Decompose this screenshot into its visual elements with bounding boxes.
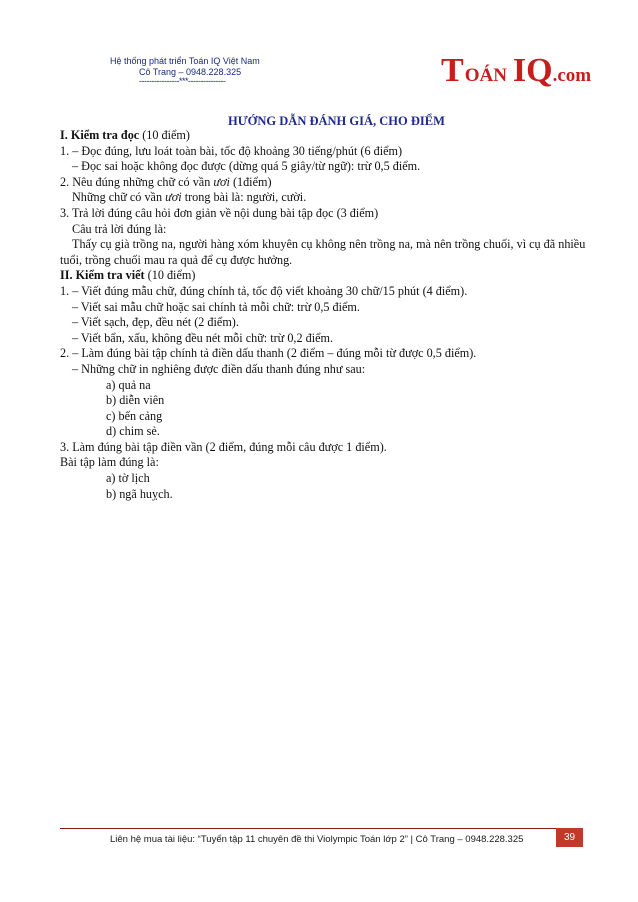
logo-t: T xyxy=(441,52,464,89)
s1-item-2-sub-b: trong bài là: người, cười. xyxy=(181,190,307,205)
s1-item-2-sub-vowel: ươi xyxy=(165,190,182,205)
s2-item-1-sub-2: – Viết sạch, đẹp, đều nét (2 điểm). xyxy=(72,315,239,330)
section-1-heading-text: I. Kiểm tra đọc xyxy=(60,128,140,142)
s2-item-2-sub: – Những chữ in nghiêng được điền dấu thanh đúng như sau: xyxy=(72,361,366,376)
footer-contact: Liên hệ mua tài liệu: “Tuyển tập 11 chuyên đề thi Violympic Toán lớp 2” | Cô Trang – 0948.228.325 xyxy=(110,834,524,845)
page-title: HƯỚNG DẪN ĐÁNH GIÁ, CHO ĐIỂM xyxy=(228,114,445,128)
s2-item-2: 2. – Làm đúng bài tập chính tả điền dấu thanh (2 điểm – đúng mỗi từ được 0,5 điểm). xyxy=(60,346,477,361)
s2-item-3: 3. Làm đúng bài tập điền vần (2 điểm, đúng mỗi câu được 1 điểm). xyxy=(60,439,387,454)
s1-item-1: 1. – Đọc đúng, lưu loát toàn bài, tốc độ khoảng 30 tiếng/phút (6 điểm) xyxy=(60,143,403,158)
logo-oan: OÁN xyxy=(464,65,507,86)
s2-item-3-sub: Bài tập làm đúng là: xyxy=(60,455,159,470)
section-1-points: (10 điểm) xyxy=(139,128,190,142)
section-2-heading xyxy=(60,268,600,284)
page-number: 39 xyxy=(556,828,583,847)
footer-divider xyxy=(60,828,556,829)
header-org-name: Hệ thống phát triển Toán IQ Việt Nam xyxy=(110,56,260,66)
s1-item-2-points: (1điểm) xyxy=(229,174,272,189)
s2-item-1-sub-1: – Viết sai mẫu chữ hoặc sai chính tả mỗi chữ: trừ 0,5 điểm. xyxy=(72,299,360,314)
s2-answer-c: c) bến cảng xyxy=(106,408,163,423)
s2-item-3-answer-b: b) ngã huỵch. xyxy=(106,486,173,501)
s1-item-2-vowel: ươi xyxy=(213,174,230,189)
header-contact: Cô Trang – 0948.228.325 xyxy=(139,67,242,77)
s2-item-1: 1. – Viết đúng mẫu chữ, đúng chính tả, tốc độ viết khoảng 30 chữ/15 phút (4 điểm). xyxy=(60,283,468,298)
toaniq-logo xyxy=(441,52,591,90)
s1-item-1-sub: – Đọc sai hoặc không đọc được (dừng quá 5 giây/từ ngữ): trừ 0,5 điểm. xyxy=(72,159,421,174)
section-2-points: (10 điểm) xyxy=(144,268,196,283)
s2-answer-a: a) quả na xyxy=(106,377,151,392)
s1-item-3-sub: Câu trả lời đúng là: xyxy=(72,221,167,236)
s2-answer-b: b) diễn viên xyxy=(106,393,165,408)
section-2-heading-text: II. Kiểm tra viết xyxy=(60,268,145,283)
s1-item-2 xyxy=(60,175,600,191)
logo-iq: IQ xyxy=(512,52,553,89)
logo-com: .com xyxy=(552,65,592,86)
s1-item-3: 3. Trả lời đúng câu hỏi đơn giản về nội dung bài tập đọc (3 điểm) xyxy=(60,205,379,220)
s1-item-2-sub-a: Những chữ có vần xyxy=(72,190,166,205)
s2-item-3-answer-a: a) tờ lịch xyxy=(106,471,150,486)
document-body xyxy=(60,128,600,502)
s1-item-2-text: 2. Nêu đúng những chữ có vần xyxy=(60,174,214,189)
s1-item-2-sub xyxy=(60,190,600,206)
s1-item-3-answer: Thấy cụ già trồng na, người hàng xóm khuyên cụ không nên trồng na, mà nên trồng chuối, vì cụ đã nhiều tuổi, trồng chuối mau ra quả để cụ được hưởng. xyxy=(60,237,586,267)
s2-answer-d: d) chim sẻ. xyxy=(106,424,160,439)
section-1-heading xyxy=(60,128,600,144)
header-decoration: ----------------***--------------- xyxy=(139,76,226,86)
s2-item-1-sub-3: – Viết bẩn, xấu, không đều nét mỗi chữ: trừ 0,2 điểm. xyxy=(72,330,334,345)
